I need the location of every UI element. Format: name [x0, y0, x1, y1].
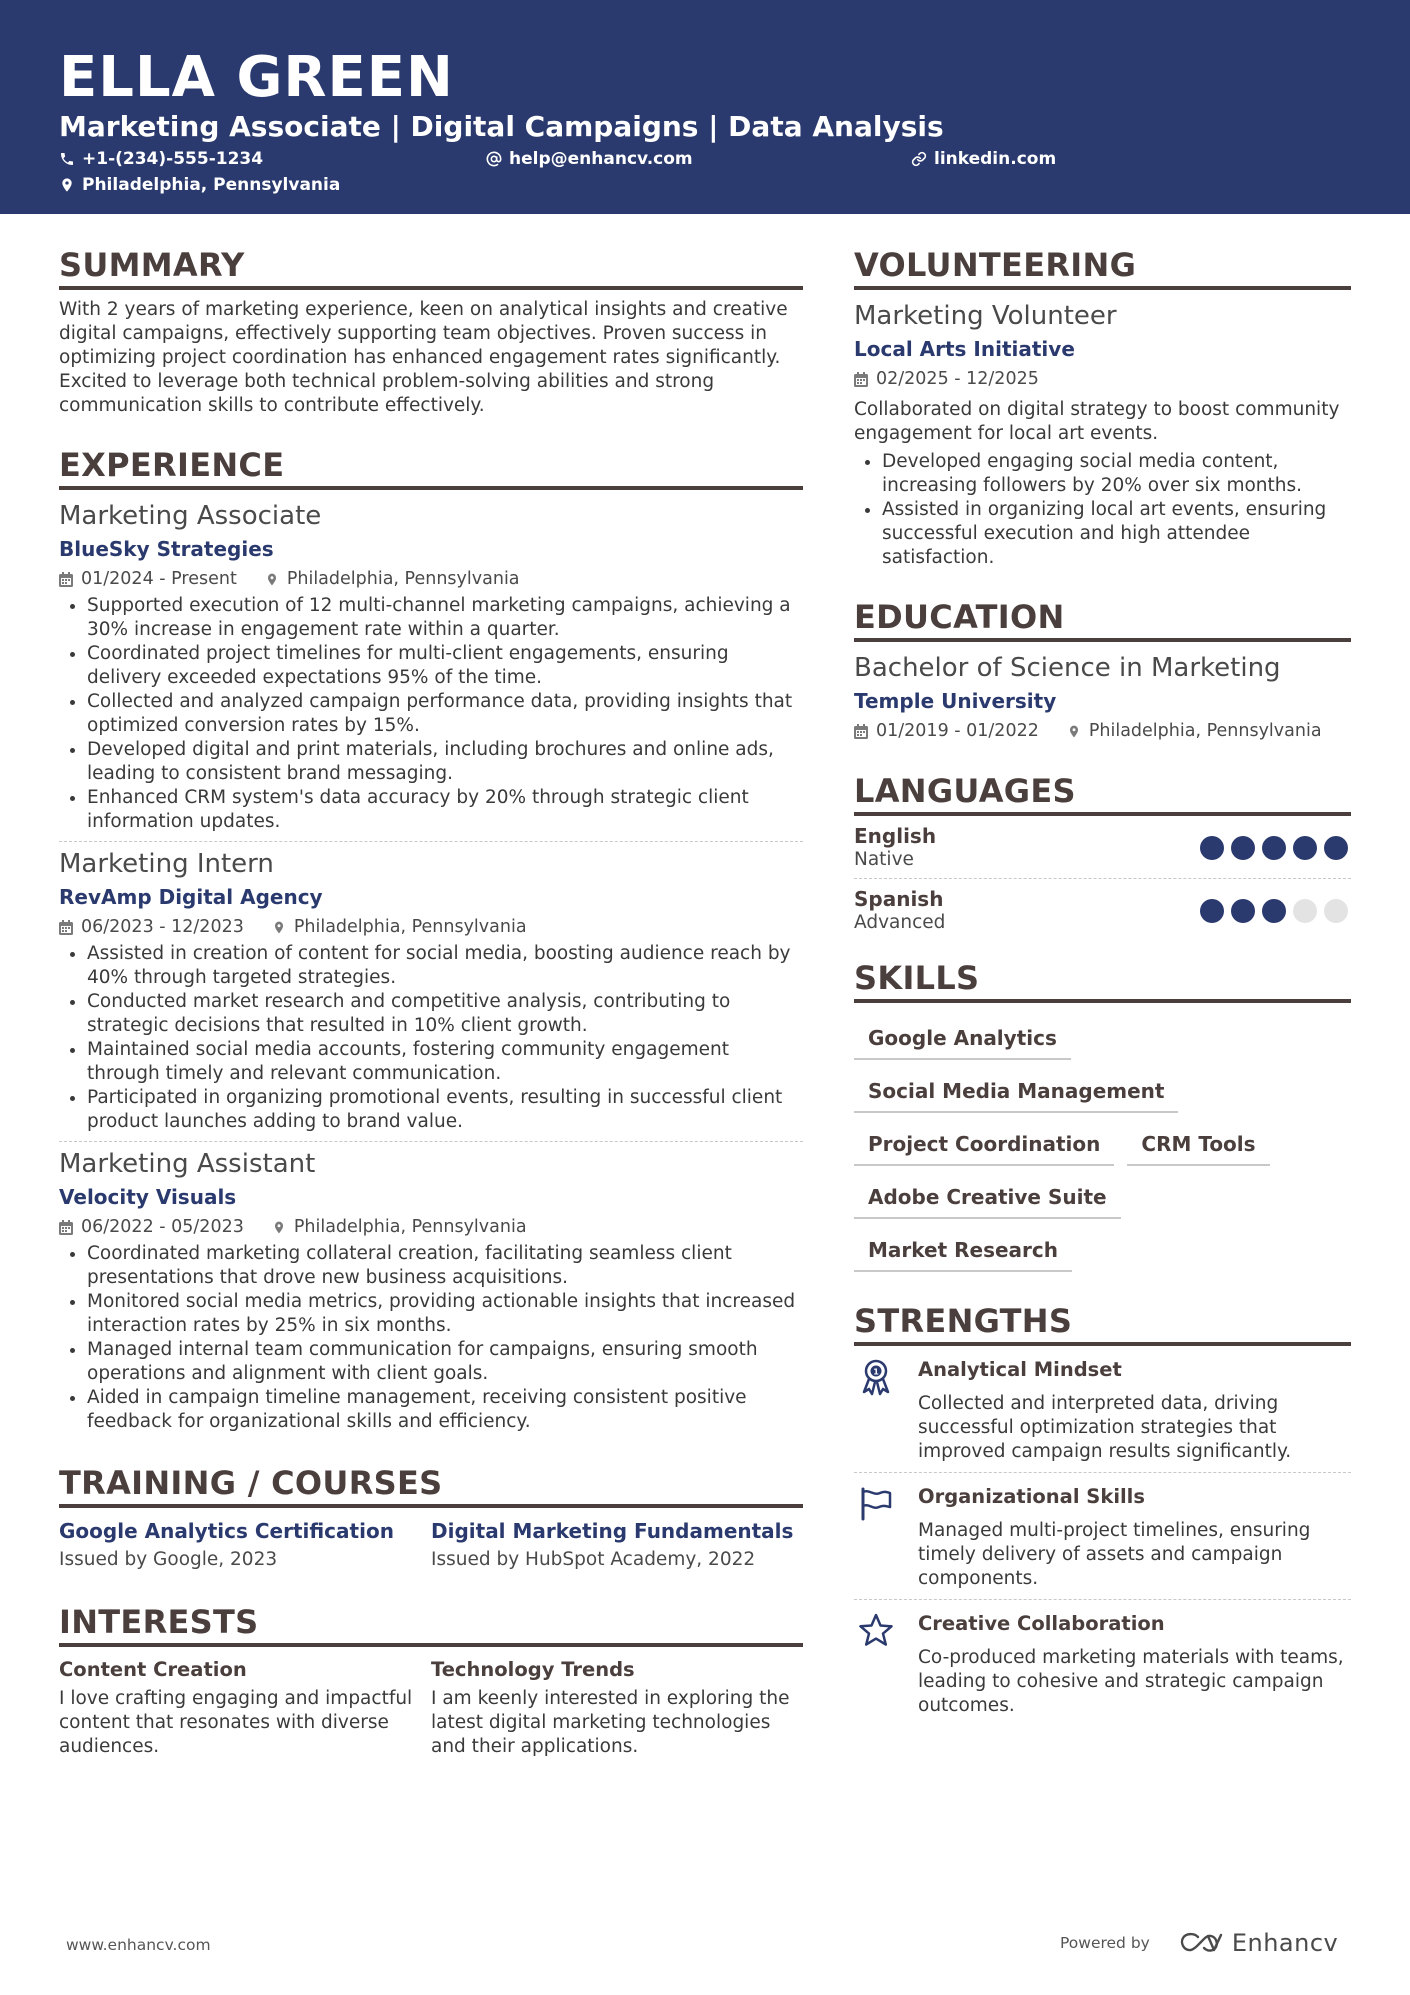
skills-list — [854, 1007, 1351, 1272]
calendar-icon — [59, 572, 73, 587]
entry-divider — [59, 841, 803, 842]
rating-dot-filled — [1262, 899, 1286, 923]
course-name: Google Analytics Certification — [59, 1519, 394, 1543]
entry-divider — [59, 1141, 803, 1142]
language-name: English — [854, 824, 937, 848]
training-section — [59, 1464, 803, 1573]
interest-text: I love crafting engaging and impactful content that resonates with diverse audiences. — [59, 1688, 413, 1757]
strength-text: Managed multi-project timelines, ensuring timely delivery of assets and campaign components. — [918, 1520, 1311, 1589]
strength-text: Collected and interpreted data, driving successful optimization strategies that improved campaign results significantly. — [918, 1393, 1292, 1462]
job-role: Marketing Assistant — [59, 1149, 316, 1179]
award-ribbon-icon — [858, 1358, 894, 1396]
bullet-item: • Developed digital and print materials, including brochures and online ads, leading to consistent brand messaging. — [87, 738, 803, 786]
skills-section — [854, 959, 1351, 1272]
flag-icon — [858, 1485, 894, 1523]
course-name: Digital Marketing Fundamentals — [431, 1519, 794, 1543]
volunteer-dates — [854, 368, 1039, 390]
at-sign-icon — [486, 151, 502, 167]
language-rating — [1200, 899, 1348, 923]
job-dates-text: 01/2024 - Present — [81, 569, 237, 589]
phone-icon — [59, 151, 75, 167]
language-name: Spanish — [854, 887, 944, 911]
bullet-item: • Coordinated marketing collateral creation, facilitating seamless client presentations that drove new business acquisitions. — [87, 1242, 803, 1290]
language-item — [854, 879, 1351, 941]
strength-text: Co-produced marketing materials with teams, leading to cohesive and strategic campaign outcomes. — [918, 1647, 1344, 1716]
calendar-icon — [854, 372, 868, 387]
rating-dot-filled — [1231, 899, 1255, 923]
bullet-item: • Assisted in organizing local art events, ensuring successful execution and high attendee satisfaction. — [882, 498, 1351, 570]
job-bullets — [59, 1242, 803, 1434]
skill-tag: Market Research — [854, 1226, 1072, 1272]
strength-item — [854, 1473, 1351, 1599]
skill-tag: Project Coordination — [854, 1120, 1114, 1166]
languages-section — [854, 772, 1351, 941]
job-meta — [59, 916, 803, 938]
job-bullets — [59, 942, 803, 1134]
location-pin-icon — [265, 572, 279, 587]
job-location — [272, 1216, 527, 1238]
language-level: Native — [854, 849, 914, 870]
calendar-icon — [59, 920, 73, 935]
location-pin-icon — [272, 920, 286, 935]
volunteer-bullets — [854, 450, 1351, 570]
experience-section — [59, 446, 803, 1434]
strength-name: Creative Collaboration — [918, 1612, 1165, 1635]
rating-dot-empty — [1293, 899, 1317, 923]
left-column — [59, 246, 803, 1759]
skills-title: SKILLS — [854, 959, 1351, 1003]
enhancv-logo[interactable] — [1178, 1929, 1338, 1957]
job-dates — [59, 1216, 244, 1238]
candidate-name: ELLA GREEN — [59, 45, 454, 110]
email-contact[interactable] — [486, 148, 693, 170]
bullet-item: • Developed engaging social media content, increasing followers by 20% over six months. — [882, 450, 1351, 498]
strength-item — [854, 1600, 1351, 1726]
rating-dot-filled — [1324, 836, 1348, 860]
star-icon — [858, 1612, 894, 1650]
job-location-text: Philadelphia, Pennsylvania — [286, 569, 520, 589]
interest-text: I am keenly interested in exploring the latest digital marketing technologies and their applications. — [431, 1688, 790, 1757]
training-title: TRAINING / COURSES — [59, 1464, 803, 1508]
skill-tag: Social Media Management — [854, 1067, 1178, 1113]
resume-header — [0, 0, 1410, 214]
summary-title: SUMMARY — [59, 246, 803, 290]
right-column — [854, 246, 1351, 1726]
rating-dot-filled — [1293, 836, 1317, 860]
interests-title: INTERESTS — [59, 1603, 803, 1647]
email-address: help@enhancv.com — [509, 149, 693, 169]
interests-section — [59, 1603, 803, 1759]
training-item — [59, 1518, 431, 1573]
interest-item — [431, 1657, 803, 1759]
location-pin-icon — [1067, 724, 1081, 739]
bullet-item: • Coordinated project timelines for multi-client engagements, ensuring delivery exceeded expectations 95% of the time. — [87, 642, 803, 690]
bullet-item: • Maintained social media accounts, fostering community engagement through timely and relevant communication. — [87, 1038, 803, 1086]
powered-by-label: Powered by — [1060, 1934, 1150, 1952]
language-level: Advanced — [854, 912, 946, 933]
phone-number: +1-(234)-555-1234 — [82, 149, 264, 169]
experience-entry — [59, 500, 803, 834]
strengths-title: STRENGTHS — [854, 1302, 1351, 1346]
summary-section — [59, 246, 803, 418]
interest-item — [59, 1657, 431, 1759]
bullet-item: • Participated in organizing promotional events, resulting in successful client product launches adding to brand value. — [87, 1086, 803, 1134]
company-name: Velocity Visuals — [59, 1185, 237, 1209]
job-location — [272, 916, 527, 938]
education-meta — [854, 720, 1351, 742]
strength-name: Analytical Mindset — [918, 1358, 1122, 1381]
bullet-item: • Collected and analyzed campaign performance data, providing insights that optimized conversion rates by 15%. — [87, 690, 803, 738]
language-item — [854, 816, 1351, 878]
job-location-text: Philadelphia, Pennsylvania — [293, 1217, 527, 1237]
summary-text: With 2 years of marketing experience, keen on analytical insights and creative digital campaigns, effectively supporting team objectives. Proven success in optimizing project coordination has enhanced engagement rates significantly. Excited to leverage both technical problem-solving abilities and strong communication skills to contribute effectively. — [59, 299, 788, 416]
location-contact — [59, 174, 340, 196]
job-dates — [59, 916, 244, 938]
bullet-item: • Monitored social media metrics, providing actionable insights that increased interaction rates by 25% in six months. — [87, 1290, 803, 1338]
job-location — [265, 568, 520, 590]
education-section — [854, 598, 1351, 742]
rating-dot-filled — [1262, 836, 1286, 860]
svg-text:1: 1 — [873, 1367, 879, 1377]
phone-contact[interactable] — [59, 148, 263, 170]
footer-branding — [1060, 1929, 1338, 1957]
job-bullets — [59, 594, 803, 834]
rating-dot-filled — [1200, 836, 1224, 860]
school-name: Temple University — [854, 689, 1057, 713]
bullet-item: • Aided in campaign timeline management, receiving consistent positive feedback for organizational skills and efficiency. — [87, 1386, 803, 1434]
degree-name: Bachelor of Science in Marketing — [854, 653, 1281, 683]
experience-entry — [59, 1148, 803, 1434]
company-name: BlueSky Strategies — [59, 537, 274, 561]
interests-list — [59, 1657, 803, 1759]
volunteering-section — [854, 246, 1351, 570]
education-location — [1067, 720, 1322, 742]
candidate-headline: Marketing Associate | Digital Campaigns | Data Analysis — [59, 110, 944, 143]
training-item — [431, 1518, 803, 1573]
language-rating — [1200, 836, 1348, 860]
education-location-text: Philadelphia, Pennsylvania — [1088, 721, 1322, 741]
education-dates-text: 01/2019 - 01/2022 — [876, 721, 1039, 741]
strength-item — [854, 1346, 1351, 1472]
rating-dot-filled — [1200, 899, 1224, 923]
location-pin-icon — [272, 1220, 286, 1235]
linkedin-url: linkedin.com — [934, 149, 1057, 169]
volunteer-meta — [854, 368, 1351, 390]
skill-tag: Google Analytics — [854, 1014, 1071, 1060]
linkedin-contact[interactable] — [911, 148, 1056, 170]
job-dates-text: 06/2022 - 05/2023 — [81, 1217, 244, 1237]
languages-title: LANGUAGES — [854, 772, 1351, 816]
volunteer-dates-text: 02/2025 - 12/2025 — [876, 369, 1039, 389]
calendar-icon — [59, 1220, 73, 1235]
volunteer-description: Collaborated on digital strategy to boost community engagement for local art events. — [854, 399, 1340, 444]
location-pin-icon — [59, 177, 75, 193]
footer-website[interactable]: www.enhancv.com — [66, 1936, 211, 1954]
job-dates-text: 06/2023 - 12/2023 — [81, 917, 244, 937]
job-meta — [59, 568, 803, 590]
link-icon — [911, 151, 927, 167]
calendar-icon — [854, 724, 868, 739]
education-title: EDUCATION — [854, 598, 1351, 642]
bullet-item: • Enhanced CRM system's data accuracy by 20% through strategic client information updates. — [87, 786, 803, 834]
course-issuer: Issued by Google, 2023 — [59, 1549, 278, 1570]
skill-tag: CRM Tools — [1127, 1120, 1269, 1166]
education-dates — [854, 720, 1039, 742]
job-meta — [59, 1216, 803, 1238]
location-text: Philadelphia, Pennsylvania — [82, 175, 341, 195]
job-dates — [59, 568, 237, 590]
company-name: RevAmp Digital Agency — [59, 885, 323, 909]
volunteering-title: VOLUNTEERING — [854, 246, 1351, 290]
job-role: Marketing Intern — [59, 849, 274, 879]
job-location-text: Philadelphia, Pennsylvania — [293, 917, 527, 937]
training-list — [59, 1518, 803, 1573]
experience-entry — [59, 848, 803, 1134]
volunteer-role: Marketing Volunteer — [854, 301, 1117, 331]
volunteer-org: Local Arts Initiative — [854, 337, 1075, 361]
interest-name: Content Creation — [59, 1658, 247, 1681]
strengths-section — [854, 1302, 1351, 1726]
bullet-item: • Supported execution of 12 multi-channel marketing campaigns, achieving a 30% increase in engagement rate within a quarter. — [87, 594, 803, 642]
rating-dot-empty — [1324, 899, 1348, 923]
rating-dot-filled — [1231, 836, 1255, 860]
skill-tag: Adobe Creative Suite — [854, 1173, 1121, 1219]
bullet-item: • Conducted market research and competitive analysis, contributing to strategic decisions that resulted in 10% client growth. — [87, 990, 803, 1038]
enhancv-logo-icon — [1178, 1931, 1224, 1955]
bullet-item: • Assisted in creation of content for social media, boosting audience reach by 40% through targeted strategies. — [87, 942, 803, 990]
strength-name: Organizational Skills — [918, 1485, 1145, 1508]
bullet-item: • Managed internal team communication for campaigns, ensuring smooth operations and alignment with client goals. — [87, 1338, 803, 1386]
interest-name: Technology Trends — [431, 1658, 635, 1681]
brand-name: Enhancv — [1231, 1929, 1339, 1957]
experience-title: EXPERIENCE — [59, 446, 803, 490]
course-issuer: Issued by HubSpot Academy, 2022 — [431, 1549, 756, 1570]
job-role: Marketing Associate — [59, 501, 322, 531]
